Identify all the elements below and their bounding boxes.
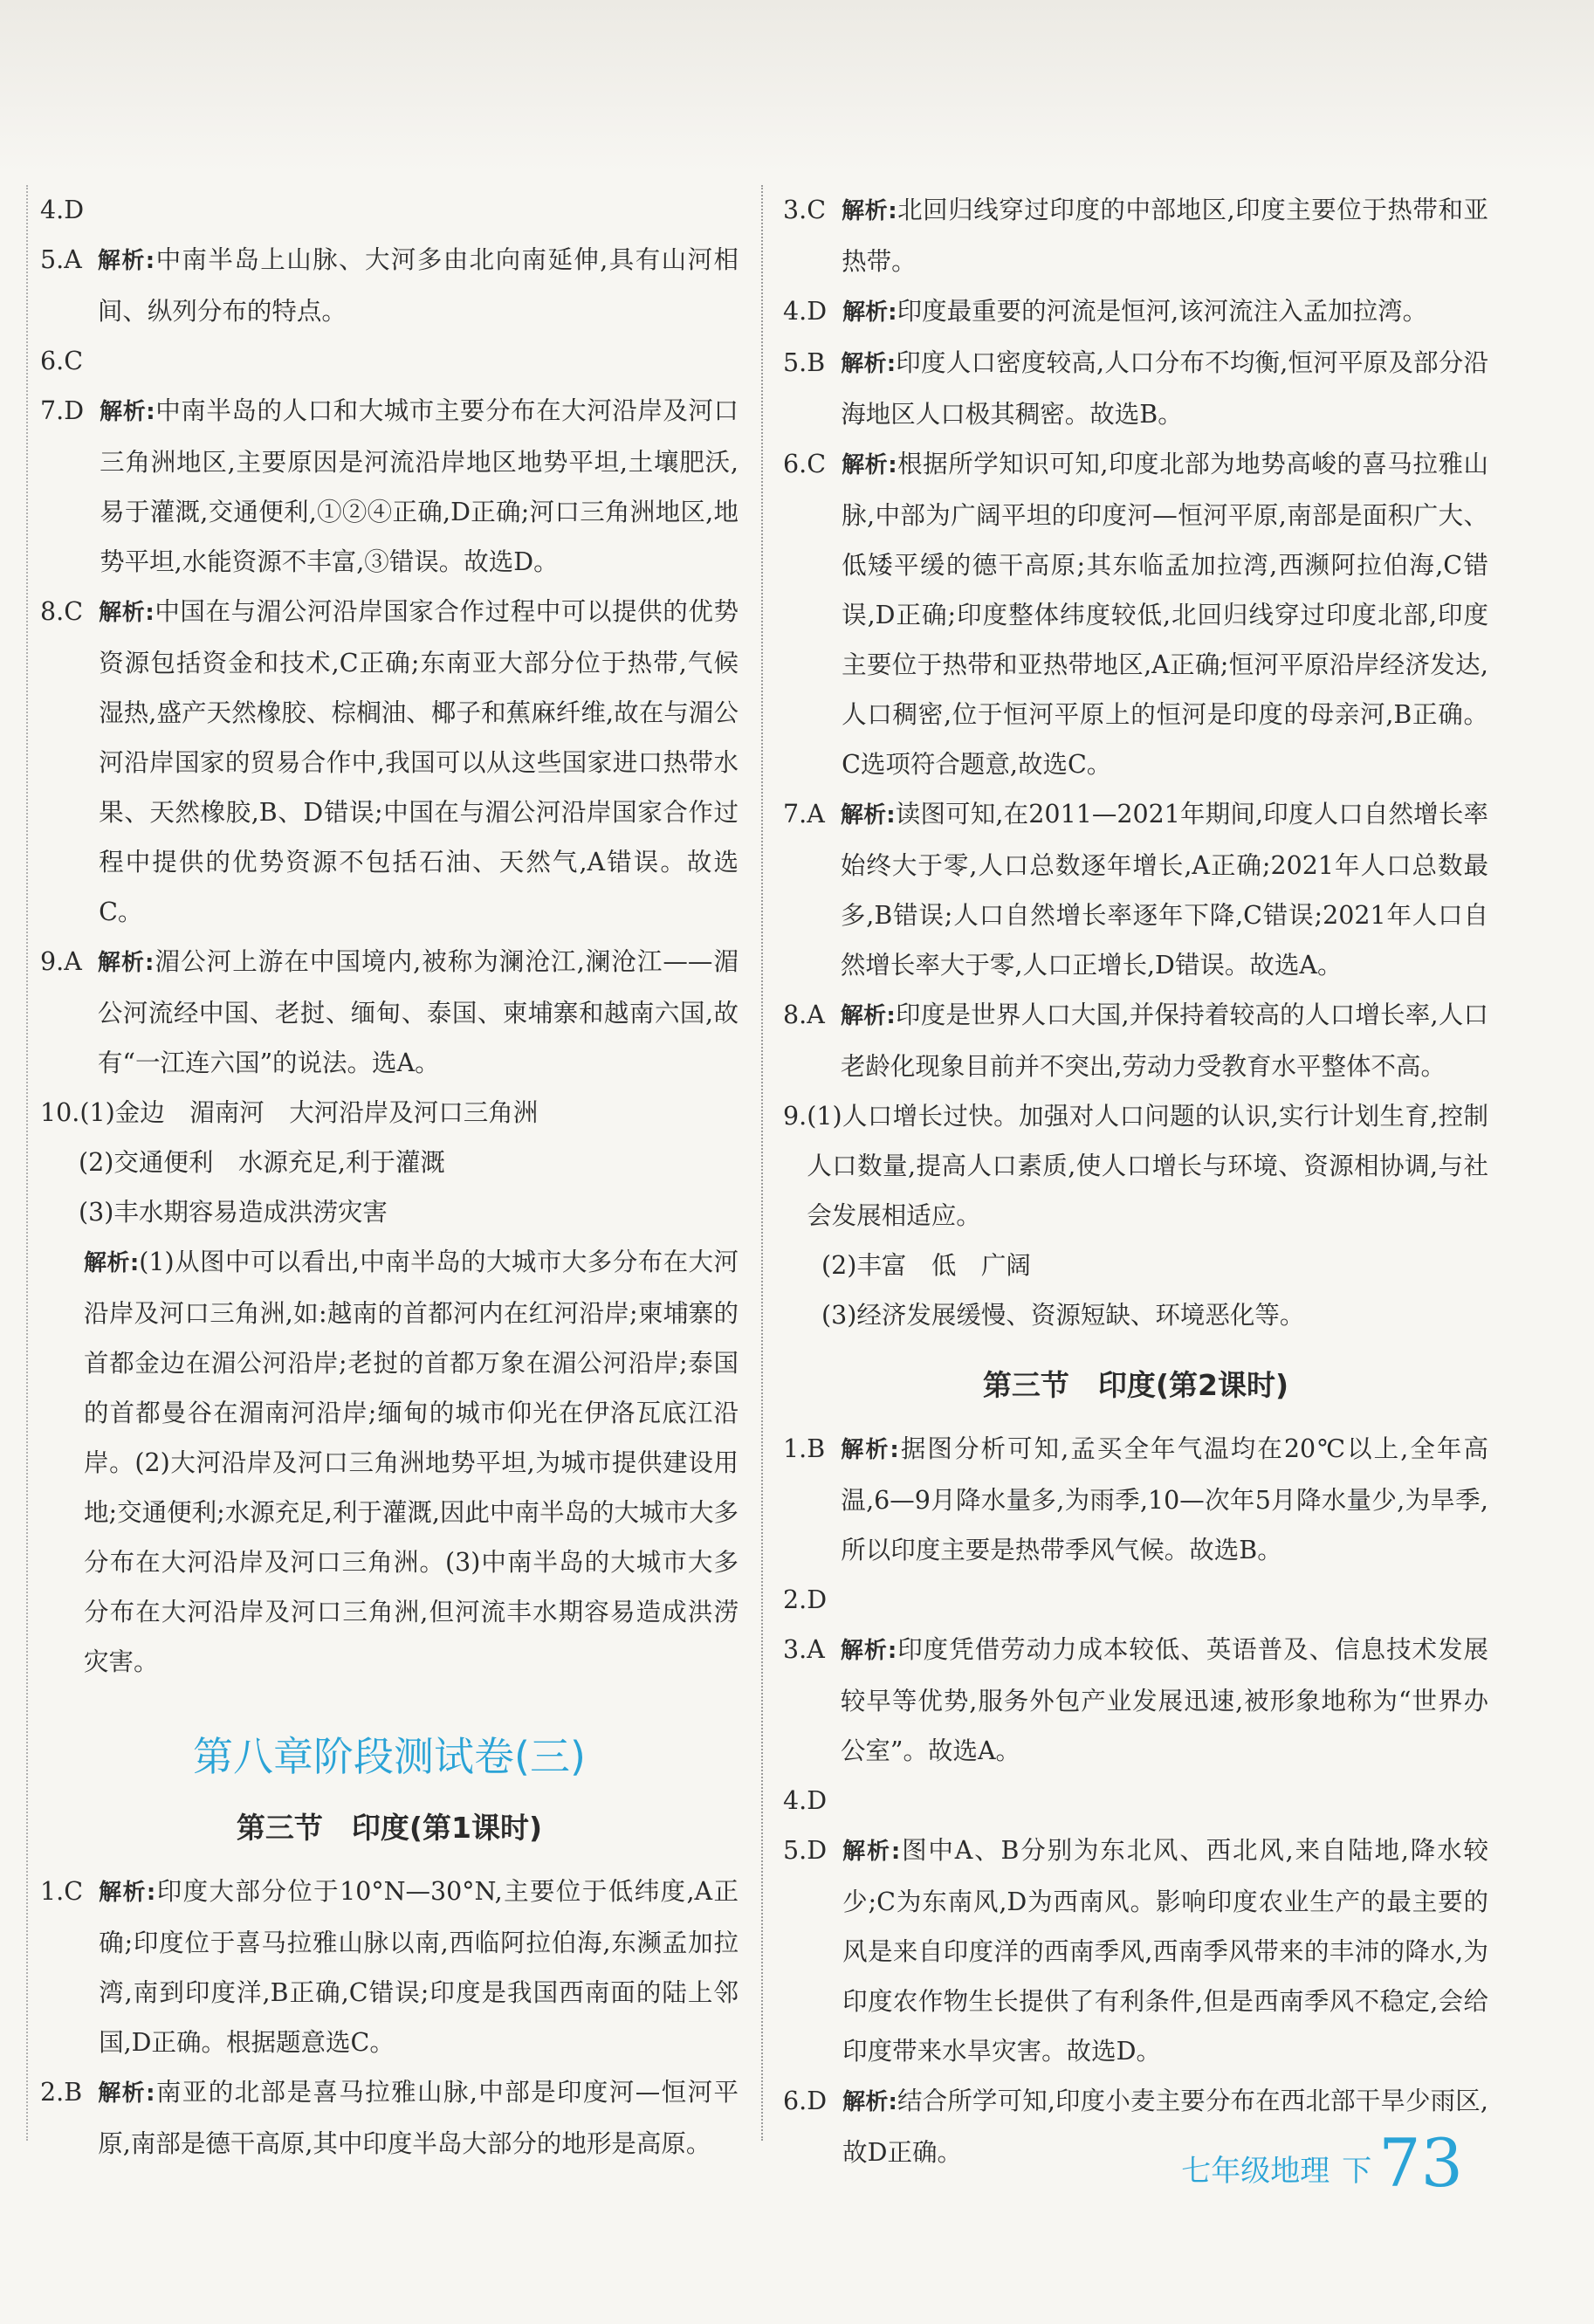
- answer-item: [40, 235, 739, 336]
- page-footer: [1181, 2124, 1463, 2202]
- analysis-text: 图中A、B分别为东北风、西北风,来自陆地,降水较少;C为东南风,D为西南风。影响印度农业生产的最主要的风是来自印度洋的西南季风,西南季风带来的丰沛的降水,为印度农作物生长提供了有利条件,但是西南季风不稳定,会给印度带来水旱灾害。故选D。: [842, 1836, 1488, 2066]
- analysis-text: 据图分析可知,孟买全年气温均在20℃以上,全年高温,6—9月降水量多,为雨季,10—次年5月降水量少,为旱季,所以印度主要是热带季风气候。故选B。: [841, 1434, 1488, 1564]
- question-number: 3.C: [783, 196, 826, 224]
- question-number: 2.D: [783, 1585, 828, 1614]
- question-number: 1.C: [40, 1877, 83, 1906]
- answer-item: [783, 789, 1488, 990]
- question-number: 4.D: [783, 297, 828, 326]
- answer-item: [40, 587, 739, 937]
- answer-item: [783, 1625, 1488, 1776]
- question-number: 1.B: [783, 1434, 826, 1463]
- analysis-label: 解析:: [98, 2080, 155, 2107]
- question-number: 2.B: [40, 2078, 83, 2107]
- analysis-label: 解析:: [840, 1638, 897, 1664]
- answer-item: [783, 1575, 1488, 1625]
- question-number: 7.A: [783, 800, 825, 829]
- right-column: [783, 185, 1488, 2177]
- analysis-text: 湄公河上游在中国境内,被称为澜沧江,澜沧江——湄公河流经中国、老挝、缅甸、泰国、柬埔寨和越南六国,故有“一江连六国”的说法。选A。: [97, 947, 739, 1077]
- footer-subject: 七年级地理: [1181, 2154, 1330, 2189]
- question-number: 6.D: [783, 2087, 828, 2115]
- question-number: 5.D: [783, 1836, 828, 1865]
- question-number: 8.C: [40, 597, 83, 626]
- analysis-text: 根据所学知识可知,印度北部为地势高峻的喜马拉雅山脉,中部为广阔平坦的印度河—恒河平原,南部是面积广大、低矮平缓的德干高原;其东临孟加拉湾,西濒阿拉伯海,C错误,D正确;印度整体纬度较低,北回归线穿过印度北部,印度主要位于热带和亚热带地区,A正确;恒河平原沿岸经济发达,人口稠密,位于恒河平原上的恒河是印度的母亲河,B正确。C选项符合题意,故选C。: [842, 450, 1488, 779]
- question-number: 7.D: [40, 396, 85, 425]
- analysis-block: [40, 1237, 739, 1687]
- analysis-text: 读图可知,在2011—2021年期间,印度人口自然增长率始终大于零,人口总数逐年增长,A正确;2021年人口总数最多,B错误;人口自然增长率逐年下降,C错误;2021年人口自然增长率大于零,人口正增长,D错误。故选A。: [840, 800, 1488, 980]
- question-number: 5.A: [40, 245, 82, 274]
- answer-part: (1)人口增长过快。加强对人口问题的认识,实行计划生育,控制人口数量,提高人口素质,使人口增长与环境、资源相协调,与社会发展相适应。: [807, 1102, 1488, 1230]
- chapter-title: 第八章阶段测试卷(三): [193, 1733, 586, 1780]
- analysis-label: 解析:: [841, 351, 897, 377]
- answer-item: [783, 439, 1488, 789]
- column-divider: [761, 185, 763, 2141]
- answer-item: [40, 386, 739, 587]
- analysis-text: 印度大部分位于10°N—30°N,主要位于低纬度,A正确;印度位于喜马拉雅山脉以南,西临阿拉伯海,东濒孟加拉湾,南到印度洋,B正确,C错误;印度是我国西南面的陆上邻国,D正确。根据题意选C。: [99, 1877, 739, 2057]
- question-number: 3.A: [783, 1635, 825, 1664]
- analysis-label: 解析:: [84, 1250, 140, 1276]
- answer-item: [783, 1091, 1488, 1241]
- answer-part: (1)金边 湄南河 大河沿岸及河口三角洲: [79, 1098, 539, 1127]
- question-number: 4.D: [40, 196, 85, 224]
- page-top-shade: [0, 0, 1594, 175]
- question-number: 4.D: [783, 1786, 828, 1815]
- answer-item: [40, 937, 739, 1088]
- answer-item: [783, 990, 1488, 1091]
- question-number: 6.C: [40, 347, 83, 375]
- answer-part: (3)经济发展缓慢、资源短缺、环境恶化等。: [821, 1301, 1305, 1330]
- analysis-text: 南亚的北部是喜马拉雅山脉,中部是印度河—恒河平原,南部是德干高原,其中印度半岛大部分的地形是高原。: [98, 2078, 739, 2158]
- answer-item: [783, 1424, 1488, 1575]
- question-number: 5.B: [783, 348, 826, 377]
- answer-item: [40, 2067, 739, 2169]
- left-margin-rule: [26, 185, 28, 2141]
- answer-item: [783, 1776, 1488, 1826]
- analysis-label: 解析:: [842, 1839, 901, 1865]
- analysis-label: 解析:: [97, 248, 155, 274]
- analysis-label: 解析:: [99, 600, 155, 626]
- question-number: 10.: [40, 1098, 80, 1127]
- analysis-label: 解析:: [840, 1003, 896, 1029]
- analysis-label: 解析:: [97, 950, 155, 976]
- analysis-label: 解析:: [100, 399, 155, 425]
- left-column: [40, 185, 739, 2169]
- answer-part: (3)丰水期容易造成洪涝灾害: [79, 1198, 388, 1227]
- answer-item: [40, 336, 739, 386]
- answer-item: [783, 1826, 1488, 2076]
- analysis-text: 印度人口密度较高,人口分布不均衡,恒河平原及部分沿海地区人口极其稠密。故选B。: [841, 348, 1488, 429]
- answer-item: [40, 1867, 739, 2067]
- analysis-label: 解析:: [99, 1880, 156, 1906]
- analysis-text: (1)从图中可以看出,中南半岛的大城市大多分布在大河沿岸及河口三角洲,如:越南的首都河内在红河沿岸;柬埔寨的首都金边在湄公河沿岸;老挝的首都万象在湄公河沿岸;泰国的首都曼谷在湄南河沿岸;缅甸的城市仰光在伊洛瓦底江沿岸。(2)大河沿岸及河口三角洲地势平坦,为城市提供建设用地;交通便利;水源充足,利于灌溉,因此中南半岛的大城市大多分布在大河沿岸及河口三角洲。(3)中南半岛的大城市大多分布在大河沿岸及河口三角洲,但河流丰水期容易造成洪涝灾害。: [84, 1248, 739, 1676]
- analysis-text: 印度最重要的河流是恒河,该河流注入孟加拉湾。: [897, 297, 1428, 326]
- answer-part: (2)交通便利 水源充足,利于灌溉: [79, 1148, 445, 1177]
- analysis-text: 结合所学可知,印度小麦主要分布在西北部干旱少雨区,故D正确。: [842, 2087, 1488, 2167]
- answer-part: (2)丰富 低 广阔: [821, 1251, 1031, 1280]
- page-number: 73: [1378, 2124, 1463, 2202]
- analysis-text: 印度是世界人口大国,并保持着较高的人口增长率,人口老龄化现象目前并不突出,劳动力受教育水平整体不高。: [840, 1000, 1488, 1081]
- question-number: 9.: [783, 1102, 807, 1131]
- analysis-text: 中南半岛上山脉、大河多由北向南延伸,具有山河相间、纵列分布的特点。: [97, 245, 739, 326]
- answer-item: [783, 185, 1488, 286]
- section-title: 第三节 印度(第2课时): [982, 1368, 1289, 1402]
- question-number: 8.A: [783, 1000, 825, 1029]
- analysis-label: 解析:: [842, 198, 897, 224]
- analysis-text: 中南半岛的人口和大城市主要分布在大河沿岸及河口三角洲地区,主要原因是河流沿岸地区地势平坦,土壤肥沃,易于灌溉,交通便利,①②④正确,D正确;河口三角洲地区,地势平坦,水能资源不丰富,③错误。故选D。: [100, 396, 739, 576]
- analysis-text: 北回归线穿过印度的中部地区,印度主要位于热带和亚热带。: [842, 196, 1488, 276]
- analysis-text: 印度凭借劳动力成本较低、英语普及、信息技术发展较早等优势,服务外包产业发展迅速,被形象地称为“世界办公室”。故选A。: [840, 1635, 1488, 1765]
- analysis-label: 解析:: [842, 299, 897, 326]
- question-number: 9.A: [40, 947, 82, 976]
- answer-item: [40, 185, 739, 235]
- analysis-label: 解析:: [842, 2089, 897, 2115]
- analysis-label: 解析:: [842, 452, 897, 478]
- answer-item: [40, 1088, 739, 1138]
- answer-item: [783, 286, 1488, 338]
- analysis-label: 解析:: [841, 1437, 899, 1463]
- footer-volume: 下: [1342, 2154, 1372, 2189]
- question-number: 6.C: [783, 450, 826, 478]
- analysis-text: 中国在与湄公河沿岸国家合作过程中可以提供的优势资源包括资金和技术,C正确;东南亚大部分位于热带,气候湿热,盛产天然橡胶、棕榈油、椰子和蕉麻纤维,故在与湄公河沿岸国家的贸易合作中,我国可以从这些国家进口热带水果、天然橡胶,B、D错误;中国在与湄公河沿岸国家合作过程中提供的优势资源不包括石油、天然气,A错误。故选C。: [99, 597, 739, 926]
- analysis-label: 解析:: [840, 802, 896, 829]
- section-title: 第三节 印度(第1课时): [236, 1811, 543, 1845]
- answer-item: [783, 338, 1488, 439]
